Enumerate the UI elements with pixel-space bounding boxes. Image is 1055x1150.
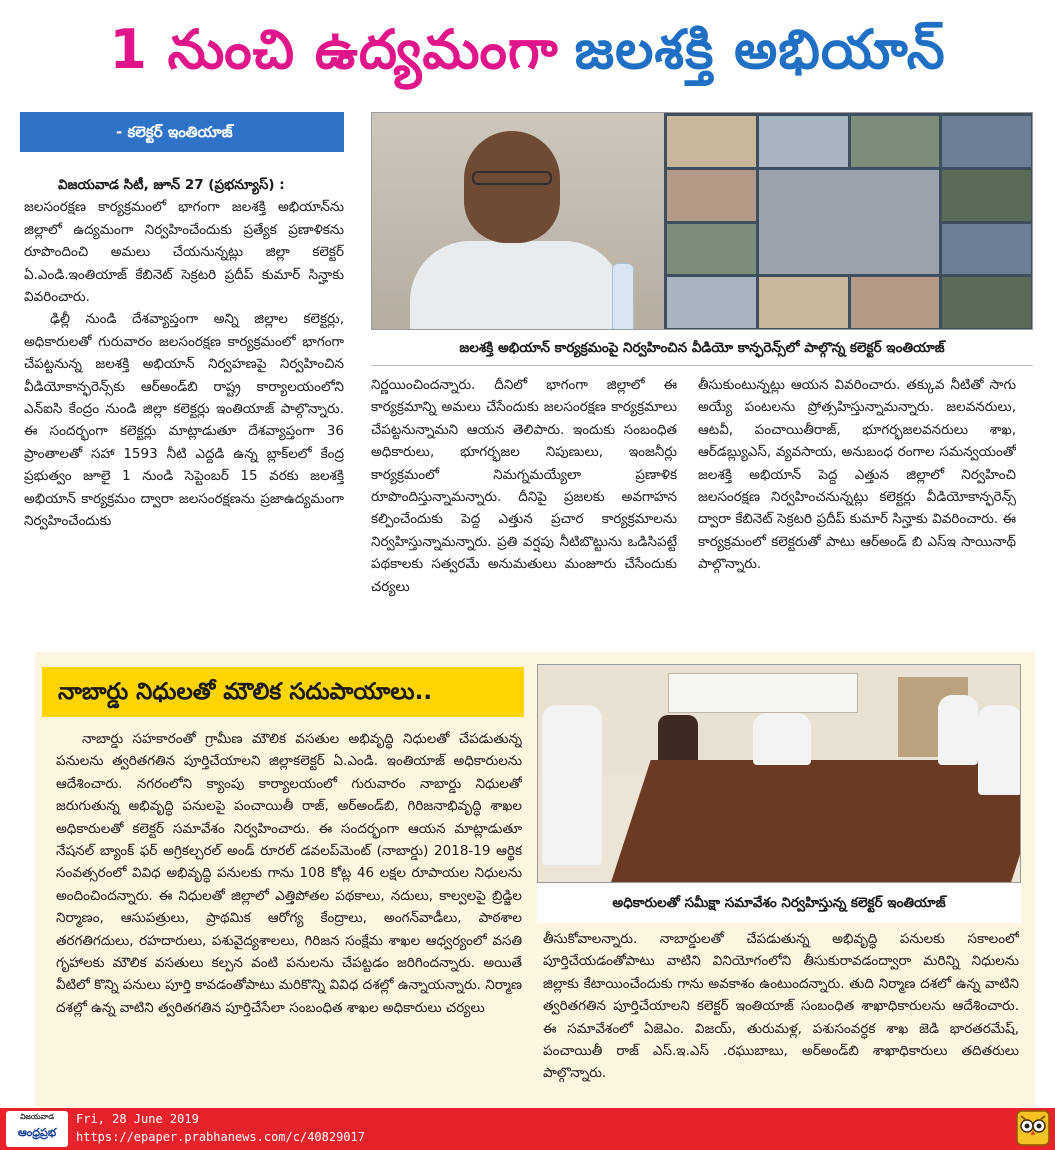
nabard-headline: నాబార్డు నిధులతో మౌలిక సదుపాయాలు.. xyxy=(42,667,524,717)
footer-date: Fri, 28 June 2019 xyxy=(76,1112,199,1126)
prabha-logo[interactable]: విజయవాడ ఆంధ్రప్రభ xyxy=(6,1111,68,1147)
dateline: విజయవాడ సిటీ, జూన్ 27 (ప్రభన్యూస్) : xyxy=(58,177,285,193)
headline xyxy=(0,10,1055,90)
article1-column-2: నిర్ణయించిందన్నారు. దీనిలో భాగంగా జిల్లాలో ఈ కార్యక్రమాన్ని అమలు చేసేందుకు జలసంరక్షణ కార్యక్రమాలు చేపట్టనున్నామని ఆయన తెలిపారు. ఇందుకు సంబంధిత అధికారులు, భూగర్భజల నిపుణులు, ఇంజనీర్లు కార్యక్రమంలో నిమగ్నమయ్యేలా ప్రణాళిక రూపొందిస్తున్నామన్నారు. దీనిపై ప్రజలకు అవగాహన కల్పించేందుకు పెద్ద ఎత్తున ప్రచార కార్యక్రమాలను నిర్వహిస్తున్నామన్నారు. ప్రతి వర్షపు నీటిబొట్టును ఒడిసిపట్టే పథకాలకు సత్వరమే అనుమతులు మంజూరు చేసేందుకు చర్యలు xyxy=(371,377,677,595)
photo2-caption: అధికారులతో సమీక్షా సమావేశం నిర్వహిస్తున్న కలెక్టర్ ఇంతియాజ్ xyxy=(537,883,1021,923)
byline: - కలెక్టర్ ఇంతియాజ్ xyxy=(20,112,344,152)
headline-part1: 1 నుంచి ఉద్యమంగా xyxy=(109,18,559,81)
article1-column-1 xyxy=(24,174,344,644)
photo1-caption: జలశక్తి అభియాన్ కార్యక్రమంపై నిర్వహించిన వీడియో కాన్ఫరెన్స్‌లో పాల్గొన్న కలెక్టర్ ఇంతియాజ్ xyxy=(371,330,1033,366)
conference-screen-grid xyxy=(664,113,1033,330)
article1-paragraph-1: జలసంరక్షణ కార్యక్రమంలో భాగంగా జలశక్తి అభియాన్‌ను జిల్లాలో ఉద్యమంగా నిర్వహించేందుకు ప్రత్యేక ప్రణాళికను రూపొందించి అమలు చేయనున్నట్లు జిల్లా కలెక్టర్ ఏ.ఎండి.ఇంతియాజ్ కేబినెట్ సెక్రటరి ప్రదీప్ కుమార్ సిన్హాకు వివరించారు. xyxy=(24,199,344,306)
article1-column-3: తీసుకుంటున్నట్లు ఆయన వివరించారు. తక్కువ నీటితో సాగు అయ్యే పంటలను ప్రోత్సహిస్తున్నామన్నారు. జలవనరులు, ఆటవీ, పంచాయితీరాజ్, భూగర్భజలవనరులు శాఖ, ఆర్‌డబ్ల్యుఎస్, వ్యవసాయ, అనుబంధ రంగాల సమన్వయంతో జలశక్తి అభియాన్ పెద్ద ఎత్తున జిల్లాలో నిర్వహించి జలసంరక్షణ నిర్వహించనున్నట్లు కలెక్టర్లు వీడియోకాన్ఫరెన్స్ ద్వారా కేబినెట్ సెక్రటరి ప్రదీప్ కుమార్ సిన్హాకు వివరించారు. ఈ కార్యక్రమంలో కలెక్టరుతో పాటు ఆర్అండ్ బి ఎస్ఇ సాయినాథ్ పాల్గొన్నారు. xyxy=(698,377,1016,573)
owl-icon[interactable] xyxy=(1016,1110,1050,1146)
nabard-column-right: తీసుకోవాలన్నారు. నాబార్డులతో చేపడుతున్న అభివృద్ధి పనులకు సకాలంలో పూర్తిచేయడంతోపాటు వాటిని వినియోగంలోని తీసుకురావడంద్వారా మరిన్ని నిధులను జిల్లాకు కేటాయించేందుకు గాను అవకాశం ఉంటుందన్నారు. తుది నిర్మాణ దశలో ఉన్న వాటిని త్వరితగతిన పూర్తిచేయాలని కలెక్టర్ ఇంతియాజ్ సంబంధిత శాఖాధికారులను ఆదేశించారు. ఈ సమావేశంలో ఏజెఎం. విజయ్, తురుమళ్ల, పశుసంవర్ధక శాఖ జెడి భారతరమేష్, పంచాయితీ రాజ్ ఎస్.ఇ.ఎస్ .రఘుబాబు, అర్అండ్‌బి శాఖాధికారులు తదితరులు పాల్గొన్నారు. xyxy=(543,931,1019,1082)
epaper-footer xyxy=(0,1108,1055,1150)
video-conference-photo xyxy=(371,112,1033,330)
water-bottle xyxy=(612,263,634,330)
headline-part2: జలశక్తి అభియాన్ xyxy=(574,18,946,81)
meeting-table xyxy=(605,760,1021,883)
footer-url[interactable]: https://epaper.prabhanews.com/c/40829017 xyxy=(76,1130,365,1144)
article1-paragraph-2: ఢిల్లీ నుండి దేశవ్యాప్తంగా అన్ని జిల్లాల కలెక్టర్లు, అధికారులతో గురువారం జలసంరక్షణ కార్యక్రమంలో భాగంగా చేపట్టనున్న జలశక్తి అభియాన్ నిర్వహణపై నిర్వహించిన వీడియోకాన్ఫరెన్స్‌కు ఆర్అండ్‌బి రాష్ట్ర కార్యాలయంలోని ఎన్ఐసి కేంద్రం నుండి జిల్లా కలెక్టర్లు ఇంతియాజ్ పాల్గొన్నారు. ఈ సందర్భంగా కలెక్టర్లు మాట్లాడుతూ దేశవ్యాప్తంగా 36 ప్రాంతాలతో సహా 1593 నీటి ఎద్దడి ఉన్న బ్లాక్‌లలో కేంద్ర ప్రభుత్వం జూలై 1 నుండి సెప్టెంబర్ 15 వరకు జలశక్తి అభియాన్ కార్యక్రమం ద్వారా జలసంరక్షణను ప్రజాఉద్యమంగా నిర్వహించేందుకు xyxy=(24,311,344,530)
nabard-column-left: నాబార్డు సహకారంతో గ్రామీణ మౌలిక వసతుల అభివృద్ధి నిధులతో చేపడుతున్న పనులను త్వరితగతిన పూర్తిచేయాలని జిల్లాకలెక్టర్ ఏ.ఎండి. ఇంతియాజ్ అధికారులను ఆదేశించారు. నగరంలోని క్యాంపు కార్యాలయంలో గురువారం నాబార్డు నిధులతో జరుగుతున్న అభివృద్ధి పనులపై పంచాయితీ రాజ్, అర్అండ్‌బి, గిరిజనాభివృద్ధి శాఖల అధికారులతో కలెక్టర్ సమావేశం నిర్వహించారు. ఈ సందర్భంగా ఆయన మాట్లాడుతూ నేషనల్ బ్యాంక్ ఫర్ అగ్రికల్చరల్ అండ్ రూరల్ డవలప్‌మెంట్ (నాబార్డు) 2018-19 ఆర్థిక సంవత్సరంలో వివిధ అభివృద్ధి పనులకు గాను 108 కోట్ల 46 లక్షల రూపాయల నిధులను అందించిందన్నారు. ఈ నిధులతో జిల్లాలో ఎత్తిపోతల పథకాలు, నదులు, కాల్వలపై బ్రిడ్జిల నిర్మాణం, ఆసుపత్రులు, ప్రాథమిక ఆరోగ్య కేంద్రాలు, అంగన్‌వాడీలు, పాఠశాల తరగతిగదులు, రహదారులు, పశువైద్యశాలలు, గిరిజన సంక్షేమ శాఖల ఆధ్వర్యంలో వసతి గృహాలకు మౌలిక వసతులు కల్పన వంటి పనులను చేపట్టడం జరిగిందన్నారు. అయితే వీటిలో కొన్ని పనులు పూర్తి కావడంతోపాటు మరికొన్ని వివిధ దశల్లో ఉన్నాయన్నారు. నిర్మాణ దశల్లో ఉన్న వాటిని త్వరితగతిన పూర్తిచేసేలా సంబంధిత శాఖల అధికారులు చర్యలు xyxy=(56,731,522,1016)
collector-figure xyxy=(372,113,664,330)
review-meeting-photo xyxy=(537,664,1021,883)
